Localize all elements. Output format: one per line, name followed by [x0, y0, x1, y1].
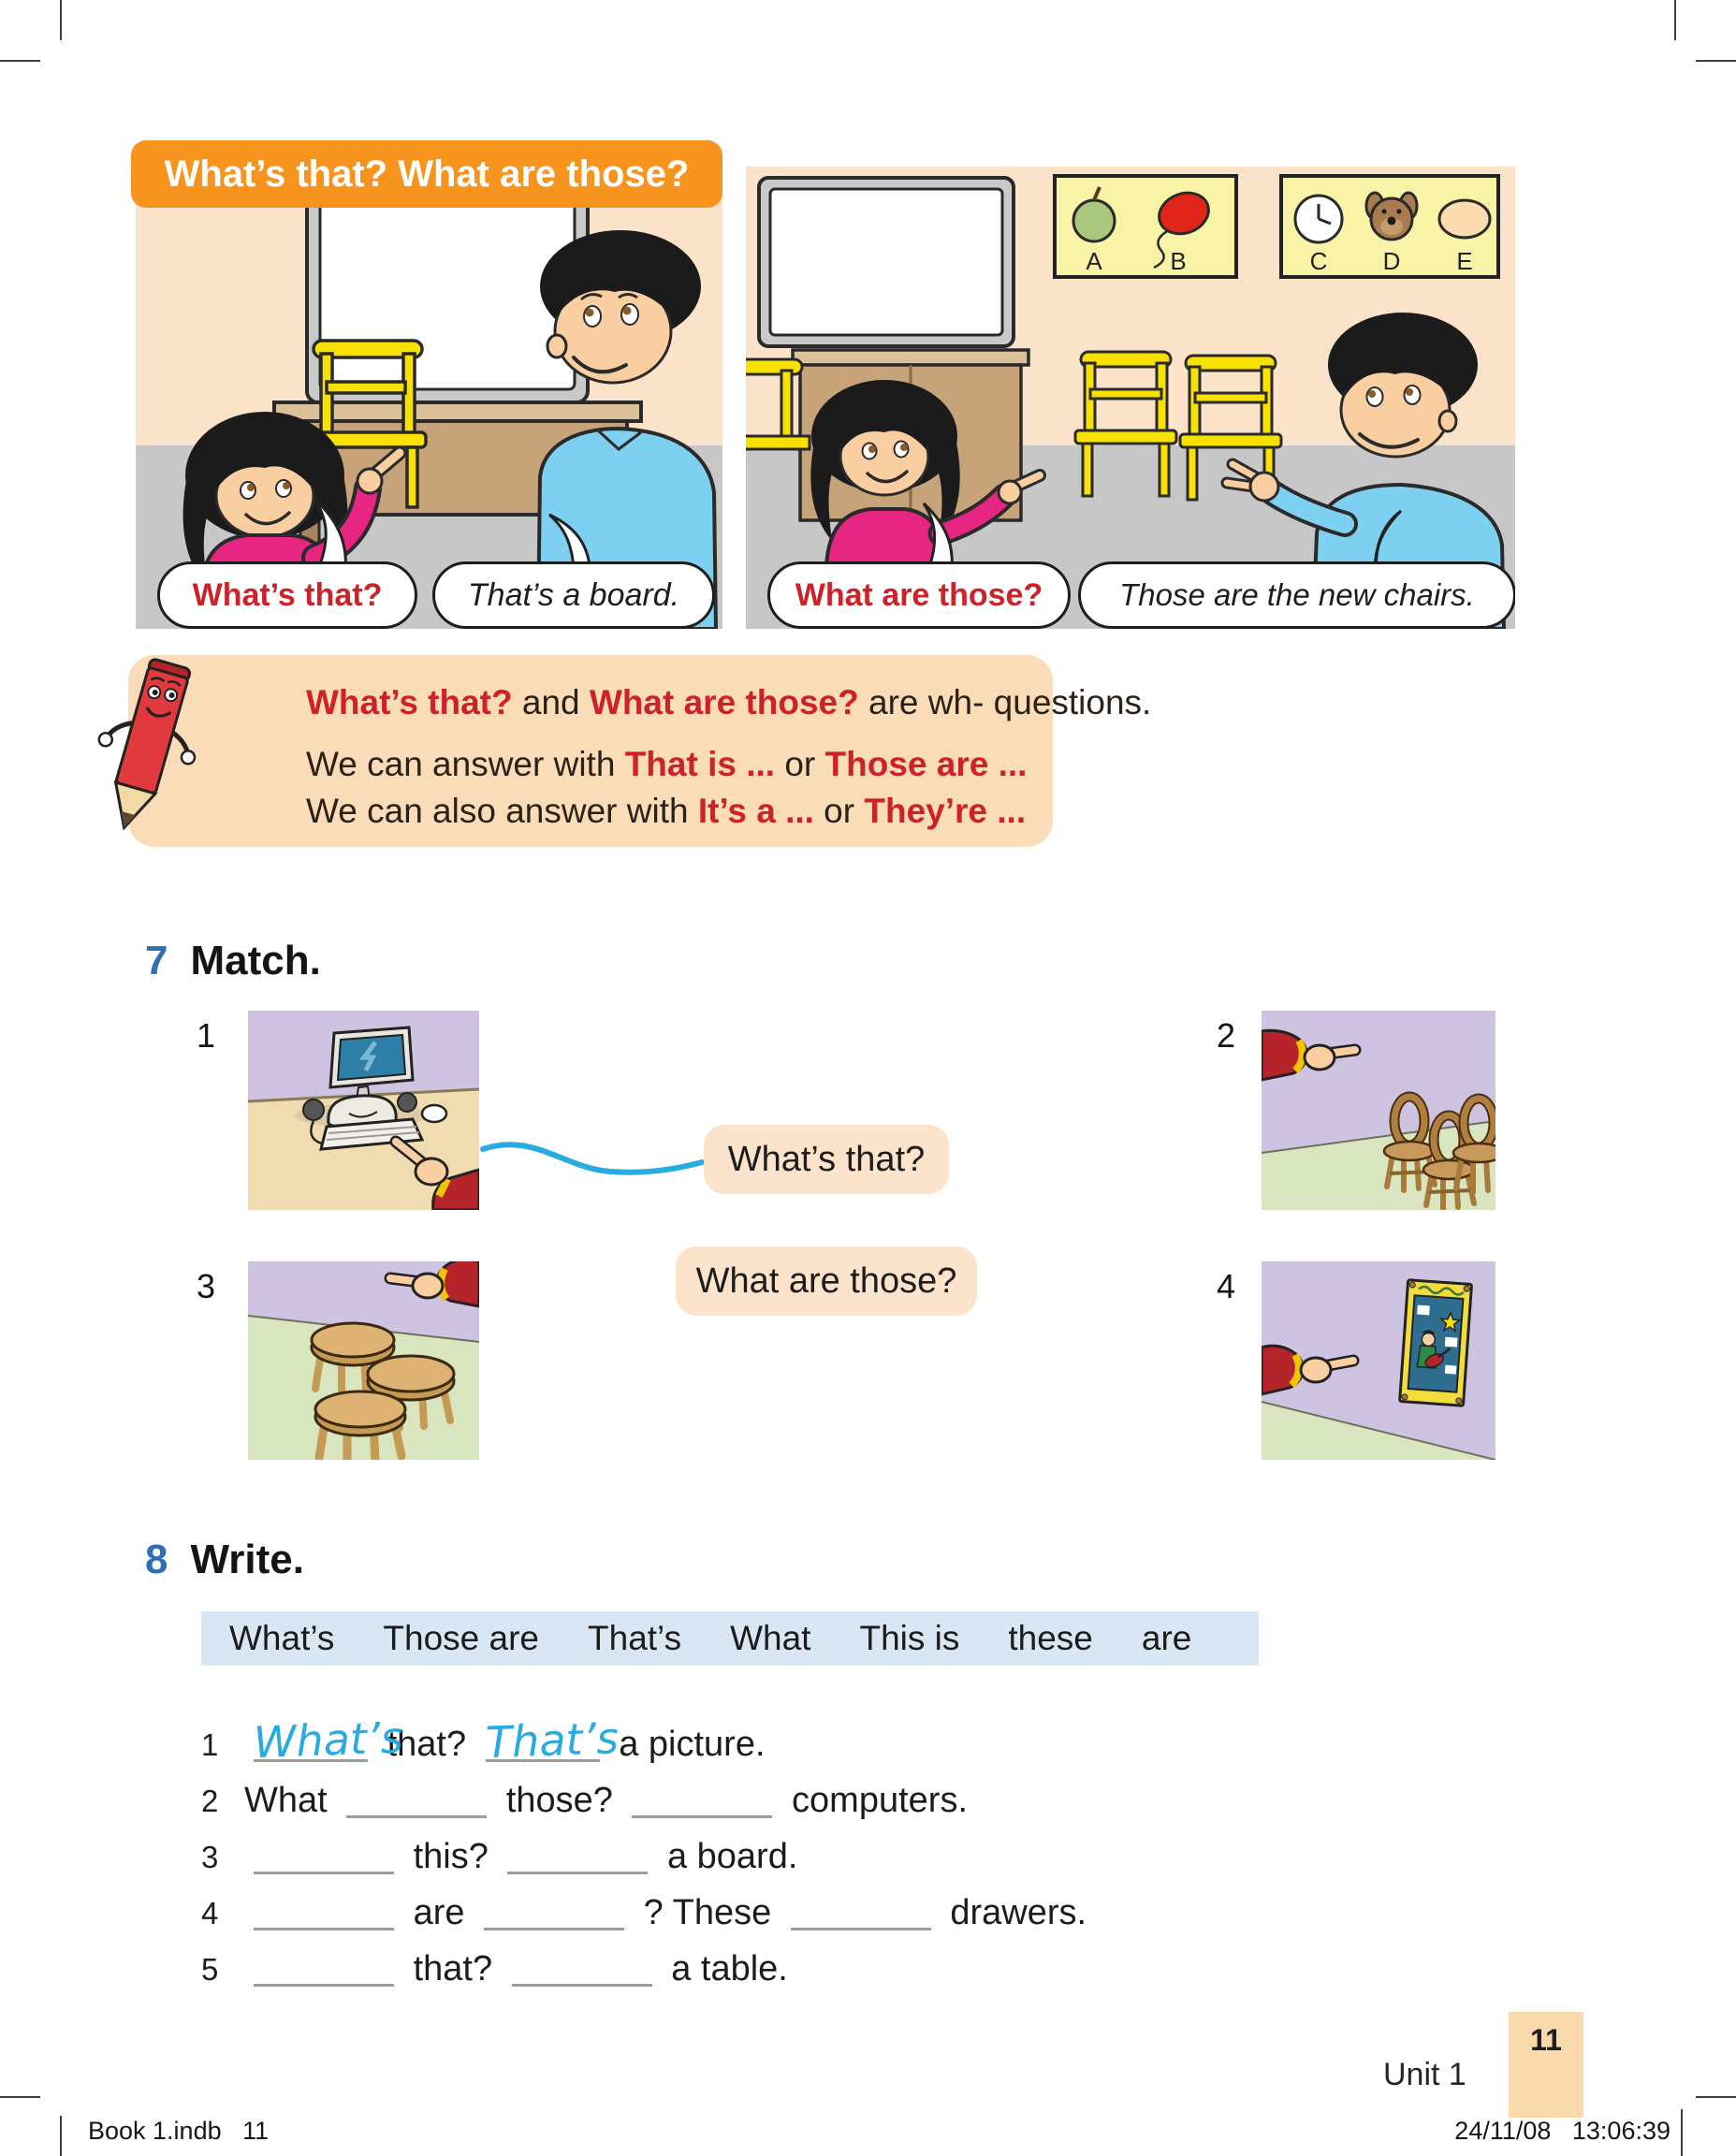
speaker-icon [398, 1093, 416, 1112]
sentence-2 [201, 1776, 968, 1821]
poster-letter: B [1170, 247, 1187, 275]
chairs-illustration [1262, 1011, 1495, 1210]
sentence-number: 4 [201, 1896, 219, 1930]
answer-blank[interactable] [254, 1945, 394, 1980]
sentence-text: that? [413, 1949, 493, 1988]
sentence-4 [201, 1888, 1087, 1933]
answer-blank[interactable] [254, 1832, 394, 1868]
word-bank-item: What [730, 1619, 811, 1657]
word-bank-item: these [1008, 1619, 1093, 1657]
handwritten-answer [512, 1981, 652, 1986]
crop-mark [60, 2116, 62, 2156]
match-picture-stools[interactable] [248, 1261, 479, 1460]
classroom-scene-1-illustration [136, 167, 722, 629]
grammar-note-line-3 [306, 792, 1026, 831]
grammar-text: or [775, 745, 825, 783]
grammar-note-line-2 [306, 745, 1027, 784]
match-picture-chairs[interactable] [1262, 1011, 1495, 1210]
handwritten-answer: That’s [484, 1712, 620, 1769]
answer-blank[interactable] [484, 1712, 620, 1769]
crop-mark [1696, 60, 1736, 62]
answer-blank[interactable] [346, 1776, 487, 1812]
classroom-scene-2-illustration [746, 167, 1515, 629]
exercise-7-heading [145, 938, 321, 984]
sentence-text: a board. [666, 1837, 798, 1876]
egg-icon [1439, 200, 1490, 238]
alphabet-poster-cde [1281, 176, 1498, 277]
sentence-number: 2 [201, 1784, 219, 1818]
poster-letter: E [1456, 247, 1473, 275]
exercise-number: 7 [145, 938, 168, 983]
wall-poster [1400, 1280, 1472, 1406]
exercise-8-heading [145, 1537, 304, 1583]
word-bank-item: are [1141, 1619, 1192, 1657]
handwritten-answer [507, 1869, 648, 1873]
answer-blank[interactable] [507, 1832, 648, 1868]
sentence-text: What [244, 1781, 328, 1820]
grammar-text: or [813, 792, 865, 830]
grammar-keyword: What’s that? [306, 683, 513, 721]
exercise-title: Match. [190, 938, 321, 983]
print-file-label: Book 1.indb 11 [88, 2117, 270, 2145]
grammar-keyword: Those are ... [824, 745, 1028, 783]
match-item-number: 1 [197, 1016, 216, 1055]
answer-blank[interactable] [254, 1888, 394, 1924]
sentence-number: 5 [201, 1952, 219, 1987]
match-picture-poster[interactable] [1262, 1261, 1495, 1460]
grammar-text: We can answer with [306, 745, 625, 783]
exercise-title: Write. [190, 1537, 304, 1582]
pencil-mascot-icon [82, 633, 223, 857]
page-number-box [1509, 2012, 1583, 2118]
sentence-number: 1 [201, 1727, 219, 1762]
print-timestamp: 24/11/08 13:06:39 [1454, 2117, 1670, 2145]
sentence-text: ? These [643, 1893, 772, 1932]
sentence-text: this? [413, 1837, 489, 1876]
sentence-text: that? [387, 1725, 467, 1764]
handwritten-answer [346, 1813, 487, 1817]
sentence-text: drawers. [950, 1893, 1087, 1932]
handwritten-answer [791, 1925, 931, 1930]
sentence-text: computers. [792, 1781, 969, 1820]
exercise-number: 8 [145, 1537, 168, 1582]
sentence-1 [201, 1712, 766, 1769]
speech-bubble-answer-1: That’s a board. [432, 561, 715, 629]
poster-letter: C [1309, 247, 1328, 275]
answer-blank[interactable] [253, 1712, 404, 1769]
speech-bubble-answer-2: Those are the new chairs. [1078, 561, 1515, 629]
sentence-text: those? [505, 1781, 613, 1820]
grammar-keyword: What are those? [589, 683, 859, 721]
sentence-text: a table. [671, 1949, 788, 1988]
word-bank-item: Those are [383, 1619, 540, 1657]
crop-mark [60, 0, 62, 40]
grammar-keyword: They’re ... [864, 792, 1027, 830]
alphabet-poster-ab [1055, 176, 1236, 277]
handwritten-answer: What’s [253, 1712, 404, 1769]
answer-blank[interactable] [512, 1945, 652, 1980]
match-item-number: 2 [1217, 1016, 1236, 1055]
sentence-text: are [413, 1893, 465, 1932]
computer-illustration [248, 1011, 479, 1210]
grammar-keyword: That is ... [624, 745, 776, 783]
sentence-text: a picture. [619, 1725, 766, 1764]
answer-blank[interactable] [484, 1888, 624, 1924]
speech-bubble-question-1: What’s that? [157, 561, 417, 629]
match-connection-line [477, 1125, 709, 1181]
word-bank-item: What’s [229, 1619, 335, 1657]
stools-illustration [248, 1261, 479, 1460]
handwritten-answer [254, 1925, 394, 1930]
sentence-3 [201, 1832, 797, 1877]
answer-blank[interactable] [791, 1888, 931, 1924]
grammar-text: are wh- questions. [858, 683, 1152, 721]
word-bank [201, 1611, 1259, 1666]
crop-mark [0, 60, 40, 62]
poster-letter: D [1382, 247, 1401, 275]
match-picture-computer[interactable] [248, 1011, 479, 1210]
lesson-title: What’s that? What are those? [164, 153, 690, 195]
lesson-title-badge [131, 140, 722, 208]
crop-mark [1674, 0, 1676, 40]
handwritten-answer [254, 1869, 394, 1873]
handwritten-answer [484, 1925, 624, 1930]
answer-blank[interactable] [632, 1776, 772, 1812]
match-item-number: 3 [197, 1267, 216, 1305]
grammar-keyword: It’s a ... [697, 792, 814, 830]
poster-letter: A [1086, 247, 1102, 275]
word-bank-item: This is [859, 1619, 960, 1657]
sentence-5 [201, 1945, 788, 1989]
whiteboard [759, 178, 1014, 346]
word-bank-item: That’s [588, 1619, 682, 1657]
match-bubble-what-are-those[interactable]: What are those? [676, 1246, 977, 1316]
speech-bubble-question-2: What are those? [767, 561, 1071, 629]
crop-mark [1681, 2109, 1683, 2156]
grammar-text: We can also answer with [306, 792, 698, 830]
speaker-icon [303, 1100, 324, 1120]
grammar-note-line-1 [306, 683, 1151, 722]
grammar-text: and [512, 683, 590, 721]
page-number: 11 [1530, 2023, 1562, 2057]
clock-icon [1295, 196, 1342, 242]
comic-panel-2 [746, 167, 1515, 629]
crop-mark [1696, 2096, 1736, 2098]
mouse [422, 1105, 446, 1122]
handwritten-answer [633, 1813, 773, 1817]
match-item-number: 4 [1217, 1267, 1236, 1305]
crop-mark [0, 2096, 40, 2098]
sentence-number: 3 [201, 1840, 219, 1874]
grammar-note-box [128, 655, 1152, 847]
poster-illustration [1262, 1261, 1495, 1460]
comic-panel-1 [136, 167, 722, 629]
handwritten-answer [254, 1981, 394, 1986]
match-bubble-whats-that[interactable]: What’s that? [704, 1125, 949, 1194]
unit-label: Unit 1 [1383, 2057, 1466, 2092]
